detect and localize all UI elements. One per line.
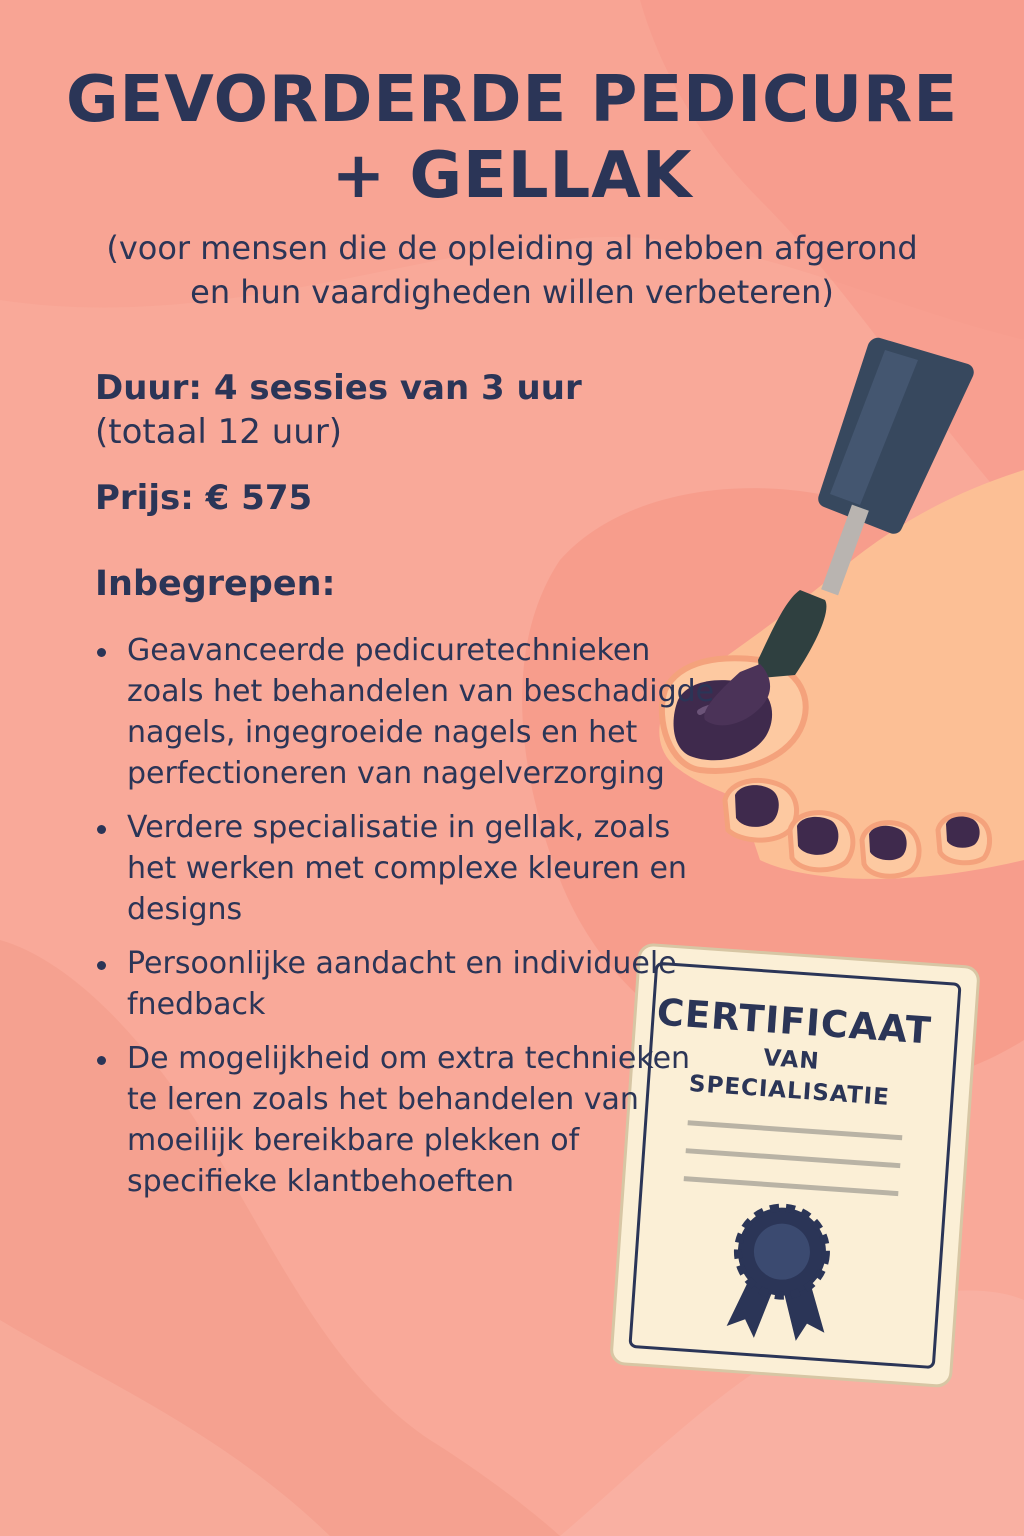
bullet-icon	[97, 825, 106, 834]
duration-info	[95, 366, 582, 454]
title-line-2: + GELLAK	[331, 139, 693, 213]
subtitle-line-1: (voor mensen die de opleiding al hebben afgerond	[106, 229, 918, 267]
included-heading: Inbegrepen:	[95, 564, 336, 604]
duration-detail: (totaal 12 uur)	[95, 412, 343, 452]
page-title	[0, 62, 1024, 214]
subtitle-line-2: en hun vaardigheden willen verbeteren)	[190, 273, 834, 311]
list-item	[95, 807, 715, 930]
certificate-line-3: SPECIALISATIE	[688, 1070, 891, 1111]
included-list	[95, 630, 715, 1215]
list-item-text: Verdere specialisatie in gellak, zoals het werken met complexe kleuren en designs	[127, 810, 687, 927]
certificate-line-1: CERTIFICAAT	[655, 990, 933, 1053]
certificate-line-2: VAN	[762, 1045, 821, 1075]
bullet-icon	[97, 961, 106, 970]
subtitle	[0, 226, 1024, 314]
price-info	[95, 476, 312, 520]
bullet-icon	[97, 1056, 106, 1065]
price-label: Prijs: € 575	[95, 478, 313, 518]
duration-label: Duur: 4 sessies van 3 uur	[95, 368, 582, 408]
bullet-icon	[97, 648, 106, 657]
list-item	[95, 630, 715, 794]
list-item-text: Geavanceerde pedicuretechnieken zoals het behandelen van beschadigde nagels, ingegroeide nagels en het perfectioneren van nagelverzorging	[127, 633, 715, 791]
title-line-1: GEVORDERDE PEDICURE	[65, 63, 959, 137]
list-item-text: De mogelijkheid om extra technieken te leren zoals het behandelen van moeilijk bereikbare plekken of specifieke klantbehoeften	[127, 1041, 691, 1199]
list-item-text: Persoonlijke aandacht en individuele fnedback	[127, 946, 677, 1022]
